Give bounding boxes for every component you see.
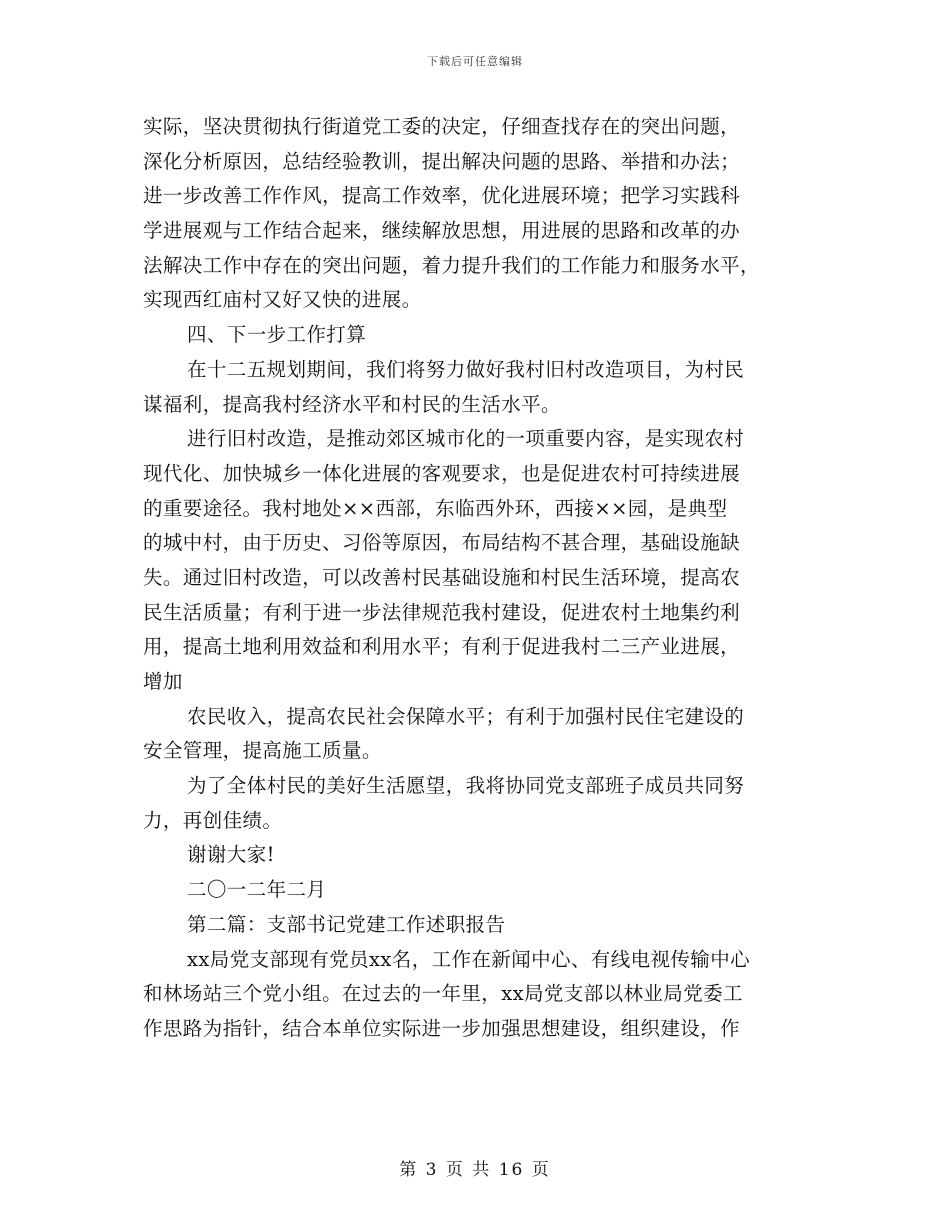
text-line: 四、下一步工作打算 <box>187 323 367 347</box>
text-line: 的城中村，由于历史、习俗等原因，布局结构不甚合理，基础设施缺 <box>143 531 741 555</box>
text-line: 在十二五规划期间，我们将努力做好我村旧村改造项目，为村民 <box>187 357 745 381</box>
text-line: 现代化、加快城乡一体化进展的客观要求，也是促进农村可持续进展 <box>143 461 741 485</box>
text-line: 作思路为指针，结合本单位实际进一步加强思想建设，组织建设，作 <box>143 1016 741 1040</box>
text-line: 实际，坚决贯彻执行街道党工委的决定，仔细查找存在的突出问题， <box>143 115 741 138</box>
text-line: 失。通过旧村改造，可以改善村民基础设施和村民生活环境，提高农 <box>143 565 741 589</box>
paragraph <box>143 422 823 700</box>
page-number: 第 3 页 共 16 页 <box>399 1160 551 1180</box>
text-line: 和林场站三个党小组。在过去的一年里，xx局党支部以林业局党委工 <box>143 982 743 1006</box>
text-line: 安全管理，提高施工质量。 <box>143 739 382 763</box>
text-line: 法解决工作中存在的突出问题，着力提升我们的工作能力和服务水平， <box>143 253 760 277</box>
closing-thanks <box>143 838 823 873</box>
text-line: 二〇一二年二月 <box>187 878 327 902</box>
text-line: 深化分析原因，总结经验教训，提出解决问题的思路、举措和办法； <box>143 149 741 173</box>
paragraph <box>143 110 823 318</box>
date-line <box>143 873 823 908</box>
text-line: 实现西红庙村又好又快的进展。 <box>143 288 422 312</box>
section-heading <box>143 318 823 353</box>
text-line: 增加 <box>143 670 183 693</box>
text-line: 的重要途径。我村地处××西部，东临西外环，西接××园，是典型 <box>143 496 728 520</box>
text-line: 民生活质量；有利于进一步法律规范我村建设，促进农村土地集约利 <box>143 600 741 624</box>
text-line: 农民收入，提高农民社会保障水平；有利于加强村民住宅建设的 <box>187 704 745 728</box>
text-line: xx局党支部现有党员xx名，工作在新闻中心、有线电视传输中心 <box>187 947 750 971</box>
text-line: 用，提高土地利用效益和利用水平；有利于促进我村二三产业进展， <box>143 635 741 659</box>
text-line: 谋福利，提高我村经济水平和村民的生活水平。 <box>143 392 561 416</box>
paragraph <box>143 943 823 1047</box>
text-line: 进一步改善工作作风，提高工作效率，优化进展环境；把学习实践科 <box>143 184 741 208</box>
text-line: 谢谢大家! <box>187 843 275 867</box>
text-line: 学进展观与工作结合起来，继续解放思想，用进展的思路和改革的办 <box>143 219 741 243</box>
text-line: 力，再创佳绩。 <box>143 808 283 832</box>
paragraph <box>143 353 823 422</box>
text-line: 进行旧村改造，是推动郊区城市化的一项重要内容，是实现农村 <box>187 427 745 451</box>
paragraph <box>143 700 823 769</box>
header-note: 下载后可任意编辑 <box>427 55 523 68</box>
paragraph <box>143 769 823 838</box>
chapter-heading <box>143 908 823 943</box>
text-line: 第二篇：支部书记党建工作述职报告 <box>187 912 506 936</box>
text-line: 为了全体村民的美好生活愿望，我将协同党支部班子成员共同努 <box>187 774 745 798</box>
document-body <box>143 110 823 1047</box>
